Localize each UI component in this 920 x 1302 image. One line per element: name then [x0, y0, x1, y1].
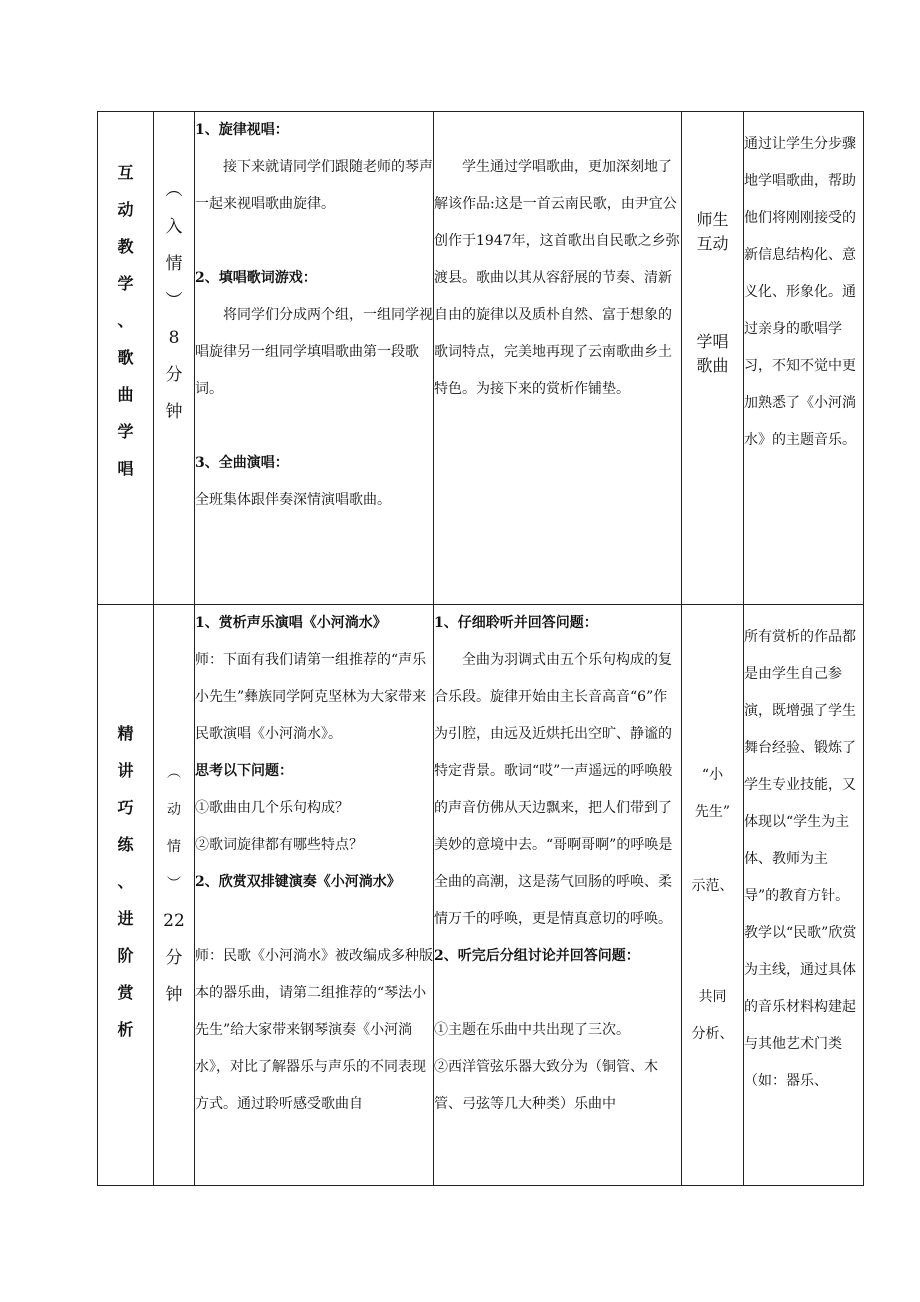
section-heading: 1、赏析声乐演唱《小河淌水》 [195, 615, 387, 631]
question: ①歌曲由几个乐句构成？ [195, 800, 349, 816]
method-text: 互动 [696, 234, 729, 253]
stage-char: 互 [117, 163, 134, 182]
paragraph: 接下来就请同学们跟随老师的琴声一起来视唱歌曲旋律。 [195, 159, 433, 212]
paragraph: 学生通过学唱歌曲，更加深刻地了解该作品:这是一首云南民歌，由尹宜公创作于1947年，这首歌出自民歌之乡弥渡县。歌曲以其从容舒展的节奏、清新自由的旋律以及质朴自然、富于想象的歌词特点，完美地再现了云南歌曲乡土特色。为接下来的赏析作铺垫。 [434, 159, 680, 397]
time-char: 分 [165, 948, 183, 968]
stage-cell [98, 112, 154, 605]
paragraph: 将同学们分成两个组，一组同学视唱旋律另一组同学填唱歌曲第一段歌词。 [195, 307, 433, 397]
time-char: 钟 [165, 985, 183, 1005]
lesson-plan-table [97, 111, 864, 1186]
table-row [98, 605, 864, 1186]
stage-char: 歌 [117, 348, 134, 367]
design-intent-cell [744, 112, 864, 605]
time-char: 分 [165, 365, 183, 385]
stage-char: 唱 [117, 459, 134, 478]
stage-char: 学 [117, 422, 134, 441]
paragraph: 师：民歌《小河淌水》被改编成多种版本的器乐曲，请第二组推荐的“琴法小先生”给大家带来钢琴演奏《小河淌水》，对比了解器乐与声乐的不同表现方式。通过聆听感受歌曲自 [195, 948, 433, 1112]
stage-char: 进 [117, 909, 134, 928]
method-text: 分析、 [691, 1026, 734, 1042]
time-char: ︵ [165, 180, 183, 200]
paragraph: 所有赏析的作品都是由学生自己参演，既增强了学生舞台经验、锻炼了学生专业技能，又体现以“学生为主体、教师为主导”的教育方针。教学以“民歌”欣赏为主线，通过具体的音乐材料构建起与其他艺术门类（如：器乐、 [744, 629, 857, 1089]
student-activity-cell [434, 605, 682, 1186]
stage-char: 、 [117, 311, 134, 330]
stage-char: 练 [117, 835, 134, 854]
paragraph: 师：下面有我们请第一组推荐的“声乐小先生”彝族同学阿克坚林为大家带来民歌演唱《小河淌水》。 [195, 652, 427, 742]
table-row [98, 112, 864, 605]
time-char: 动 [167, 802, 181, 818]
method-text: 学唱 [696, 332, 729, 351]
stage-char: 动 [117, 200, 134, 219]
teacher-activity-cell [195, 605, 434, 1186]
time-char: 8 [168, 328, 180, 348]
method-cell [682, 605, 744, 1186]
time-char: ︶ [167, 876, 181, 892]
stage-char: 精 [117, 724, 134, 743]
method-text: 示范、 [691, 878, 734, 894]
method-text: “小 [701, 767, 724, 783]
stage-char: 曲 [117, 385, 134, 404]
answer: ①主题在乐曲中共出现了三次。 [434, 1022, 630, 1038]
paragraph: 全班集体跟伴奏深情演唱歌曲。 [195, 492, 391, 508]
method-text: 歌曲 [696, 356, 729, 375]
section-heading: 1、仔细聆听并回答问题： [434, 615, 598, 631]
question: ②歌词旋律都有哪些特点？ [195, 837, 363, 853]
time-char: 情 [167, 839, 181, 855]
stage-char: 学 [117, 274, 134, 293]
section-heading: 2、填唱歌词游戏： [195, 270, 317, 286]
method-text: 共同 [698, 989, 727, 1005]
stage-char: 赏 [117, 983, 134, 1002]
method-cell [682, 112, 744, 605]
stage-char: 阶 [117, 946, 134, 965]
section-heading: 2、听完后分组讨论并回答问题： [434, 948, 640, 964]
section-heading: 3、全曲演唱： [195, 455, 289, 471]
answer: ②西洋管弦乐器大致分为（铜管、木管、弓弦等几大种类）乐曲中 [434, 1059, 658, 1112]
time-char: ︵ [167, 765, 181, 781]
stage-cell [98, 605, 154, 1186]
stage-char: 、 [117, 872, 134, 891]
paragraph: 全曲为羽调式由五个乐句构成的复合乐段。旋律开始由主长音高音“6”作为引腔，由远及近烘托出空旷、静谧的特定背景。歌词“哎”一声遥远的呼唤般的声音仿佛从天边飘来，把人们带到了美妙的意境中去。“哥啊哥啊”的呼唤是全曲的高潮，这是荡气回肠的呼唤、柔情万千的呼唤，更是情真意切的呼唤。 [434, 652, 673, 927]
stage-char: 教 [117, 237, 134, 256]
time-char: 情 [165, 254, 183, 274]
design-intent-cell [744, 605, 864, 1186]
time-char: 22 [163, 911, 185, 931]
section-heading: 1、旋律视唱： [195, 122, 289, 138]
student-activity-cell [434, 112, 682, 605]
time-cell [154, 605, 195, 1186]
time-cell [154, 112, 195, 605]
method-text: 先生” [694, 804, 731, 820]
stage-char: 巧 [117, 798, 134, 817]
section-heading: 2、欣赏双排键演奏《小河淌水》 [195, 874, 401, 890]
time-char: ︶ [165, 291, 183, 311]
time-char: 钟 [165, 402, 183, 422]
section-heading: 思考以下问题： [195, 763, 293, 779]
stage-char: 讲 [117, 761, 134, 780]
teacher-activity-cell [195, 112, 434, 605]
time-char: 入 [165, 217, 183, 237]
stage-char: 析 [117, 1020, 134, 1039]
method-text: 师生 [696, 210, 729, 229]
paragraph: 通过让学生分步骤地学唱歌曲，帮助他们将刚刚接受的新信息结构化、意义化、形象化。通过亲身的歌唱学习，不知不觉中更加熟悉了《小河淌水》的主题音乐。 [744, 136, 856, 448]
